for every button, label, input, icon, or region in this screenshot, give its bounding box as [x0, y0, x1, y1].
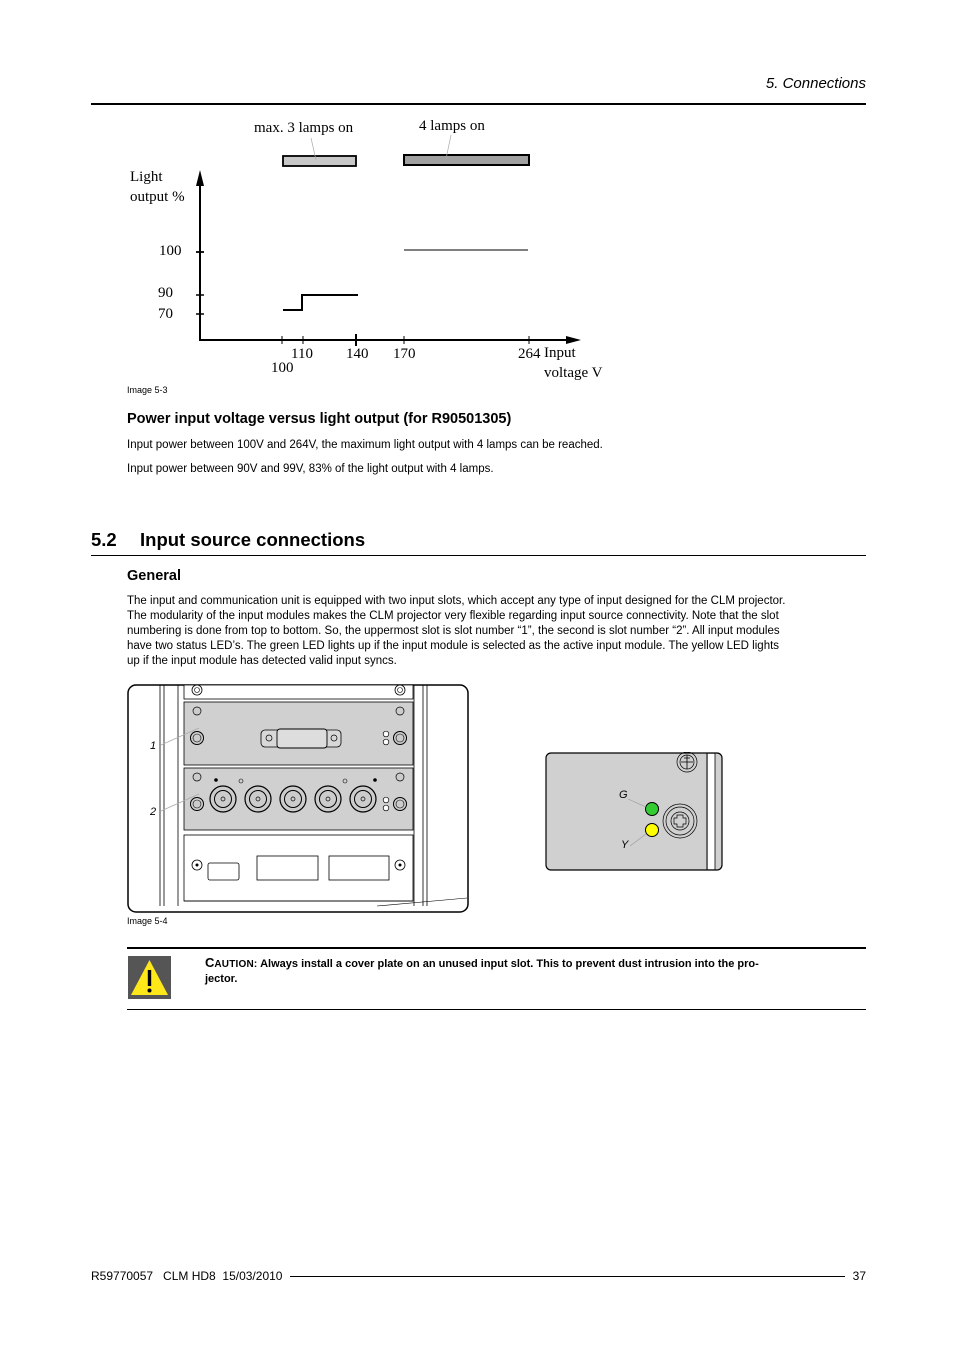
- footer-rule: [290, 1276, 844, 1277]
- x-tick-170: 170: [393, 346, 416, 362]
- general-line: numbering is done from top to bottom. So, the uppermost slot is slot number “1”, the second is slot number “2”. All input modules: [127, 625, 780, 637]
- y-tick-70: 70: [158, 306, 173, 322]
- y-axis-label-line1: Light: [130, 169, 163, 185]
- section-rule: [91, 555, 866, 556]
- caution-label: AUTION:: [214, 959, 258, 970]
- y-tick-100: 100: [159, 243, 182, 259]
- running-header: 5. Connections: [765, 75, 866, 92]
- led-panel-drawing: [545, 752, 723, 872]
- caution-line-1: CAUTION: Always install a cover plate on an unused input slot. This to prevent dust intrusion into the pro-: [205, 955, 759, 970]
- x-tick-100: 100: [271, 360, 294, 376]
- x-tick-264: 264: [518, 346, 541, 362]
- warning-icon: [128, 956, 171, 999]
- x-axis-label-line2: voltage V: [544, 365, 603, 381]
- x-axis-label-line1: Input: [544, 345, 576, 361]
- caution-message: [205, 955, 866, 987]
- label-max-3-lamps: max. 3 lamps on: [254, 120, 354, 136]
- x-tick-110: 110: [291, 346, 313, 362]
- slot-2-label: 2: [150, 806, 157, 818]
- caution-line-2: jector.: [205, 973, 238, 985]
- led-g-label: G: [619, 789, 628, 801]
- caution-rule-top: [127, 947, 866, 949]
- power-para-2: Input power between 90V and 99V, 83% of the light output with 4 lamps.: [127, 463, 494, 475]
- label-4-lamps: 4 lamps on: [419, 118, 485, 134]
- y-tick-90: 90: [158, 285, 173, 301]
- figure-input-slots: [127, 684, 469, 914]
- subheading-general: General: [127, 568, 181, 584]
- slot-1-label: 1: [150, 740, 157, 752]
- y-axis-label-line2: output %: [130, 189, 185, 205]
- doc-reference: R59770057 CLM HD8 15/03/2010: [91, 1269, 283, 1283]
- figure-caption-5-4: Image 5-4: [127, 916, 168, 926]
- general-line: have two status LED’s. The green LED lights up if the input module is selected as the active input module. The yellow LED lights: [127, 640, 780, 652]
- figure-led-detail: [545, 752, 723, 872]
- power-para-1: Input power between 100V and 264V, the maximum light output with 4 lamps can be reached.: [127, 439, 603, 451]
- input-unit-drawing: [127, 684, 469, 914]
- power-heading: Power input voltage versus light output (for R90501305): [127, 411, 512, 427]
- led-y-label: Y: [621, 839, 629, 851]
- figure-caption: Image 5-3: [127, 385, 168, 395]
- page-footer: [91, 1269, 866, 1283]
- general-line: The modularity of the input modules makes the CLM projector very flexible regarding input source connectivity. Note that the slot: [127, 610, 779, 622]
- page-number: 37: [852, 1269, 866, 1283]
- section-title: Input source connections: [140, 529, 366, 550]
- general-line: The input and communication unit is equipped with two input slots, which accept any type of input designed for the CLM projector.: [127, 595, 786, 607]
- yellow-led-icon: [646, 824, 659, 837]
- x-tick-140: 140: [346, 346, 369, 362]
- general-line: up if the input module has detected valid input syncs.: [127, 655, 397, 667]
- green-led-icon: [646, 803, 659, 816]
- figure-light-output-chart: [0, 0, 954, 400]
- caution-rule-bottom: [127, 1009, 866, 1010]
- general-paragraph: [127, 594, 867, 669]
- section-number: 5.2: [91, 529, 117, 550]
